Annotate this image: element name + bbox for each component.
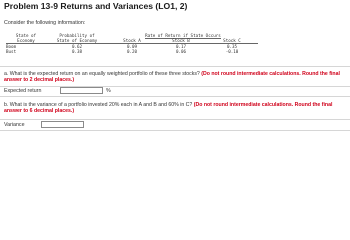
variance-label: Variance — [4, 122, 25, 128]
variance-input[interactable] — [41, 121, 84, 128]
header-rate-of-return-label: Rate of Return if State Occurs — [145, 33, 221, 38]
stock-c-cell: 0.35 — [226, 44, 238, 49]
state-cell: Bust — [6, 49, 17, 54]
part-b-instruction: (Do not round intermediate calculations. Round the final answer to 6 decimal places.) — [4, 102, 333, 115]
table-row — [6, 49, 258, 54]
part-b-question — [4, 102, 344, 115]
stock-b-cell: 0.06 — [175, 49, 187, 54]
header-stock-a: Stock A — [108, 38, 156, 44]
stock-a-cell: 0.09 — [126, 44, 138, 49]
problem-intro: Consider the following information: — [4, 20, 86, 26]
part-b-question-text: b. What is the variance of a portfolio invested 20% each in A and B and 60% in C? — [4, 102, 193, 108]
stock-c-cell: -0.10 — [225, 49, 239, 54]
expected-return-input[interactable] — [60, 87, 103, 94]
part-a-question-text: a. What is the expected return on an equally weighted portfolio of these three stocks? — [4, 71, 200, 77]
expected-return-label: Expected return — [4, 88, 42, 94]
answer-row-divider — [0, 86, 350, 87]
header-stock-c: Stock C — [206, 38, 258, 44]
part-a-instruction: (Do not round intermediate calculations. Round the final answer to 2 decimal places.) — [4, 71, 340, 84]
header-stock-b: Stock B — [156, 38, 206, 44]
answer-row-divider — [0, 119, 350, 120]
section-divider — [0, 66, 350, 67]
state-cell: Boom — [6, 44, 17, 49]
answer-row-divider — [0, 130, 350, 131]
header-state-of: State of — [15, 33, 37, 38]
header-state-of-economy: State of Economy — [46, 38, 108, 44]
probability-cell: 0.38 — [71, 49, 83, 54]
stock-a-cell: 0.20 — [126, 49, 138, 54]
stock-b-cell: 0.17 — [175, 44, 187, 49]
header-probability-of: Probability of — [59, 33, 95, 38]
part-a-question — [4, 71, 344, 84]
header-economy: Economy — [6, 38, 46, 44]
probability-cell: 0.62 — [71, 44, 83, 49]
percent-unit: % — [106, 88, 111, 94]
answer-row-divider — [0, 96, 350, 97]
returns-table — [6, 33, 258, 54]
problem-title: Problem 13-9 Returns and Variances (LO1, 2) — [4, 1, 188, 11]
